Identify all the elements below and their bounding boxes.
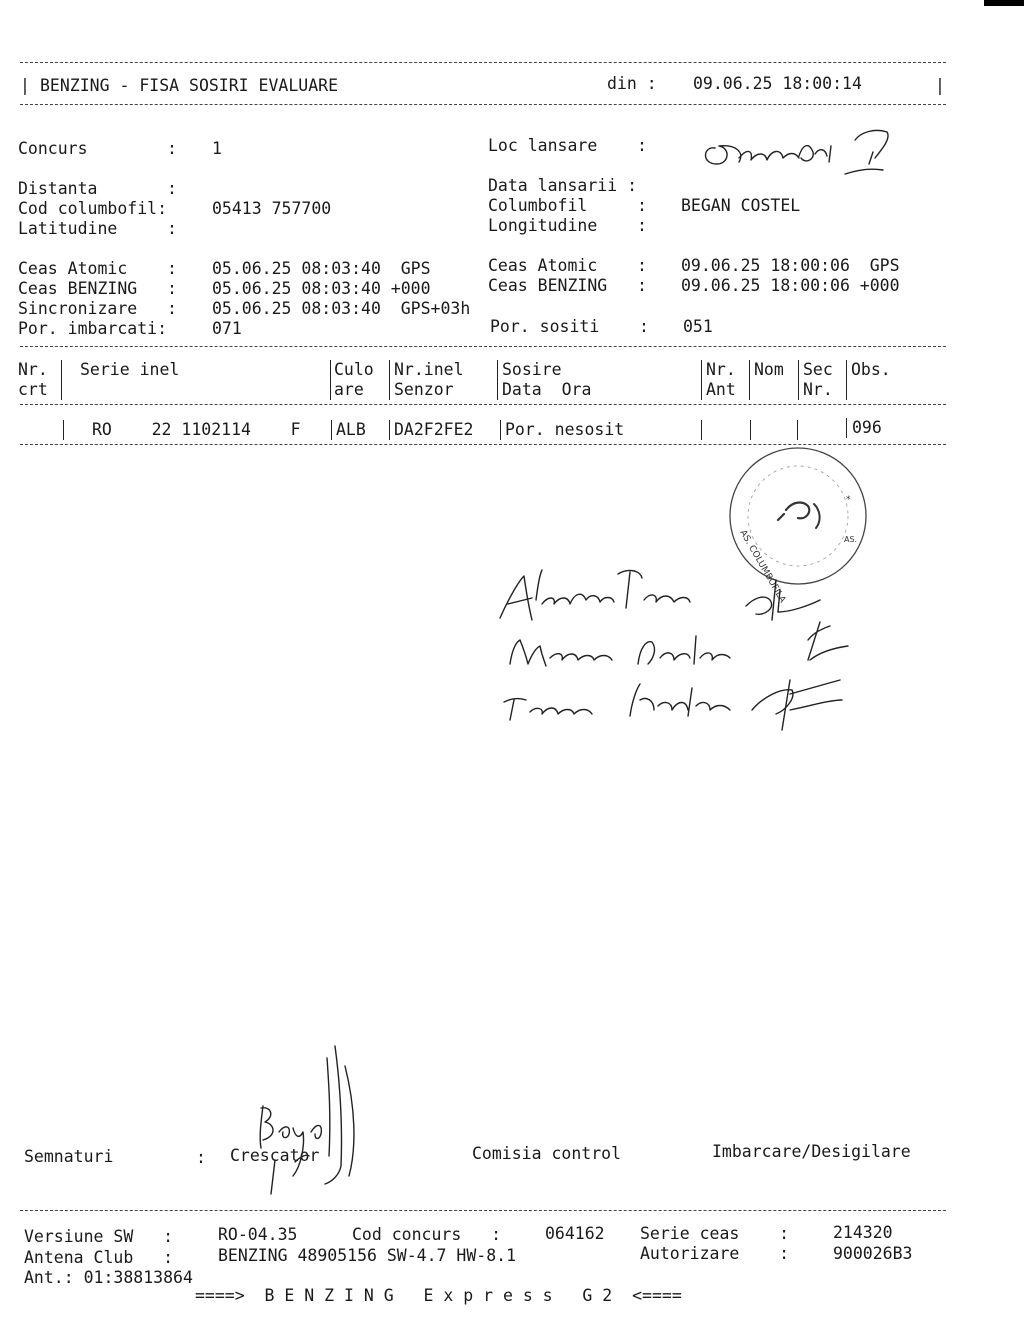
row-sep: [750, 420, 751, 440]
info-label-sincronizare: Sincronizare :: [18, 299, 177, 318]
footer-autorizare-label: Autorizare :: [640, 1244, 790, 1263]
row-sep: [389, 420, 390, 440]
info-value-ceas-atomic-arrival: 09.06.25 18:00:06 GPS: [681, 256, 900, 275]
handwritten-loc-lansare: [695, 118, 900, 180]
info-label-longitudine: Longitudine :: [488, 216, 647, 235]
imbarcare-desigilare-label: Imbarcare/Desigilare: [712, 1142, 911, 1161]
info-label-columbofil: Columbofil :: [488, 196, 647, 215]
info-label-sositi: Por. sositi :: [490, 317, 649, 336]
cell-serie-inel: RO 22 1102114 F: [92, 420, 301, 439]
col-sep: [330, 360, 331, 400]
info-value-sincronizare: 05.06.25 08:03:40 GPS+03h: [212, 299, 471, 318]
svg-text:AS.: AS.: [844, 535, 858, 544]
info-label-ceas-benzing-start: Ceas BENZING :: [18, 279, 177, 298]
col-header-sosire: Sosire: [502, 360, 562, 379]
info-value-concurs: 1: [212, 139, 222, 158]
info-label-cod-columbofil: Cod columbofil:: [18, 199, 168, 218]
divider: [20, 346, 946, 347]
signatures-label: Semnaturi: [24, 1147, 114, 1166]
col-header-data-ora: Data Ora: [502, 380, 592, 399]
footer-antena-label: Antena Club :: [24, 1248, 174, 1267]
footer-cod-concurs-value: 064162: [545, 1224, 605, 1243]
info-value-imbarcati: 071: [212, 319, 242, 338]
info-label-loc-lansare: Loc lansare :: [488, 136, 647, 155]
info-value-cod-columbofil: 05413 757700: [212, 199, 332, 218]
footer-autorizare-value: 900026B3: [833, 1244, 913, 1263]
row-sep: [500, 420, 501, 440]
info-value-columbofil: BEGAN COSTEL: [681, 196, 801, 215]
col-header-nom: Nom: [754, 360, 784, 379]
document-title: BENZING - FISA SOSIRI EVALUARE: [40, 76, 339, 95]
col-header-culoare-2: are: [334, 380, 364, 399]
cell-culoare: ALB: [336, 420, 366, 439]
col-header-crt: crt: [18, 380, 48, 399]
row-sep: [701, 420, 702, 440]
cell-senzor: DA2F2FE2: [394, 420, 474, 439]
col-header-sec: Sec: [803, 360, 833, 379]
info-value-ceas-benzing-arrival: 09.06.25 18:00:06 +000: [681, 276, 900, 295]
crescator-label: Crescator: [230, 1146, 320, 1165]
info-label-distanta: Distanta :: [18, 179, 177, 198]
col-sep: [497, 360, 498, 400]
divider: [20, 104, 946, 105]
info-label-ceas-benzing-arrival: Ceas BENZING :: [488, 276, 647, 295]
footer-versiune-value: RO-04.35: [218, 1225, 298, 1244]
crescator-signature: [245, 1036, 375, 1196]
row-sep: [846, 418, 847, 438]
col-header-culoare: Culo: [334, 360, 374, 379]
date-label: din :: [607, 74, 657, 93]
footer-ant-line: Ant.: 01:38813864: [24, 1268, 193, 1287]
info-label-latitudine: Latitudine :: [18, 219, 177, 238]
divider: [20, 62, 946, 63]
info-label-concurs: Concurs :: [18, 139, 177, 158]
footer-serie-ceas-label: Serie ceas :: [640, 1224, 790, 1243]
committee-handwritten-names: [490, 560, 890, 740]
footer-banner: ====> B E N Z I N G E x p r e s s G 2 <====: [195, 1286, 682, 1305]
footer-serie-ceas-value: 214320: [833, 1223, 893, 1242]
divider: [20, 404, 946, 405]
row-sep: [331, 420, 332, 440]
col-sep: [389, 360, 390, 400]
col-header-senzor: Senzor: [394, 380, 454, 399]
col-sep: [701, 360, 702, 400]
col-header-nr: Nr.: [18, 360, 48, 379]
scan-edge-mark: [984, 0, 1024, 6]
svg-text:*: *: [846, 495, 851, 505]
col-header-serie-inel: Serie inel: [80, 360, 180, 379]
col-header-nr-ant: Nr.: [706, 360, 736, 379]
cell-sosire: Por. nesosit: [505, 420, 625, 439]
footer-versiune-label: Versiune SW :: [24, 1227, 174, 1246]
comisia-control-label: Comisia control: [472, 1144, 622, 1163]
col-sep: [846, 360, 847, 400]
col-header-nr-inel: Nr.inel: [394, 360, 464, 379]
col-header-sec-nr: Nr.: [803, 380, 833, 399]
divider: [20, 1210, 946, 1211]
info-label-ceas-atomic-start: Ceas Atomic :: [18, 259, 177, 278]
footer-antena-value: BENZING 48905156 SW-4.7 HW-8.1: [218, 1246, 517, 1265]
divider: [20, 444, 946, 445]
header-right-bar: |: [935, 76, 945, 95]
footer-cod-concurs-label: Cod concurs :: [352, 1225, 502, 1244]
col-sep: [749, 360, 750, 400]
col-header-obs: Obs.: [851, 360, 891, 379]
cell-obs: 096: [852, 418, 882, 437]
info-label-data-lansarii: Data lansarii :: [488, 176, 638, 195]
info-value-sositi: 051: [683, 317, 713, 336]
info-label-imbarcati: Por. imbarcati:: [18, 319, 168, 338]
header-left-bar: |: [20, 76, 30, 95]
info-value-ceas-atomic-start: 05.06.25 08:03:40 GPS: [212, 259, 431, 278]
info-value-ceas-benzing-start: 05.06.25 08:03:40 +000: [212, 279, 431, 298]
info-label-ceas-atomic-arrival: Ceas Atomic :: [488, 256, 647, 275]
row-sep: [63, 420, 64, 440]
print-datetime: 09.06.25 18:00:14: [693, 74, 862, 93]
col-header-ant: Ant: [706, 380, 736, 399]
col-sep: [61, 360, 62, 400]
row-sep: [797, 420, 798, 440]
col-sep: [798, 360, 799, 400]
stamp-label: AS. COLUMBOFILA: [737, 528, 788, 605]
signatures-colon: :: [196, 1148, 206, 1167]
